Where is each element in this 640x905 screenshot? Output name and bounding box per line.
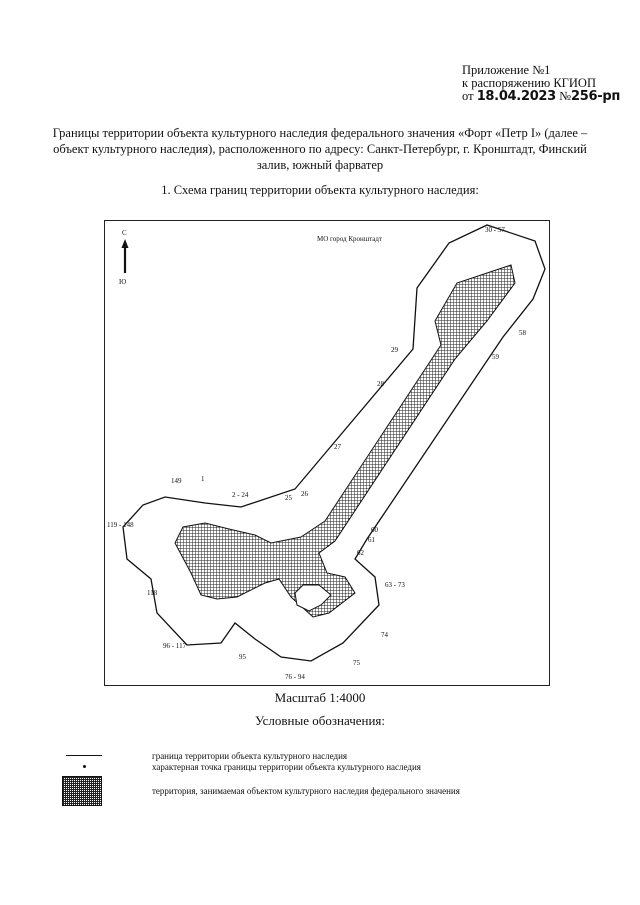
point-label: 118 <box>147 589 158 597</box>
point-label: 61 <box>368 536 375 544</box>
north-arrowhead <box>122 239 129 248</box>
point-label: 27 <box>334 443 341 451</box>
boundary-line-symbol <box>66 755 102 756</box>
number-prefix: № <box>559 89 571 103</box>
appendix-header <box>462 64 620 103</box>
point-label: 59 <box>492 353 499 361</box>
point-label: 63 - 73 <box>385 581 405 589</box>
legend-item: характерная точка границы территории объекта культурного наследия <box>152 762 421 772</box>
legend-item: территория, занимаемая объектом культурного наследия федерального значения <box>152 786 460 796</box>
appendix-date-line <box>462 90 620 103</box>
point-label: 25 <box>285 494 292 502</box>
point-label: 95 <box>239 653 246 661</box>
scheme-heading: 1. Схема границ территории объекта культурного наследия: <box>161 183 479 197</box>
municipality-label: МО город Кронштадт <box>317 235 383 243</box>
north-label: С <box>122 229 127 237</box>
point-label: 1 <box>201 475 205 483</box>
boundary-point-symbol <box>83 765 86 768</box>
map-scale: Масштаб 1:4000 <box>274 690 366 705</box>
handwritten-date: 18.04.2023 <box>476 89 556 104</box>
point-label: 75 <box>353 659 360 667</box>
point-label: 74 <box>381 631 388 639</box>
appendix-order: к распоряжению КГИОП <box>462 76 596 90</box>
appendix-title: Приложение №1 <box>462 63 551 77</box>
point-label: 28 <box>377 380 384 388</box>
point-label: 58 <box>519 329 526 337</box>
legend-heading: Условные обозначения: <box>254 713 386 728</box>
point-label: 26 <box>301 490 308 498</box>
point-label: 29 <box>391 346 398 354</box>
document-title: Границы территории объекта культурного наследия федерального значения «Форт «Петр I» (далее – объект культурного наследия), расположенного по адресу: Санкт-Петербург, г. Кронштадт, Финский залив, южный фарватер <box>52 126 588 172</box>
map-drawing <box>105 221 551 687</box>
legend-item: граница территории объекта культурного наследия <box>152 751 348 761</box>
date-prefix: от <box>462 89 474 103</box>
point-label: 149 <box>171 477 182 485</box>
point-label: 2 - 24 <box>232 491 249 499</box>
boundary-map <box>104 220 550 686</box>
point-label: 60 <box>371 526 378 534</box>
legend <box>60 745 580 825</box>
handwritten-number: 256-рп <box>571 89 621 104</box>
point-label: 96 - 117 <box>163 642 187 650</box>
south-label: Ю <box>119 278 127 286</box>
hatched-area-symbol <box>62 776 102 806</box>
point-label: 76 - 94 <box>285 673 305 681</box>
point-label: 119 - 148 <box>107 521 134 529</box>
point-label: 62 <box>357 549 364 557</box>
point-label: 30 - 57 <box>485 226 505 234</box>
